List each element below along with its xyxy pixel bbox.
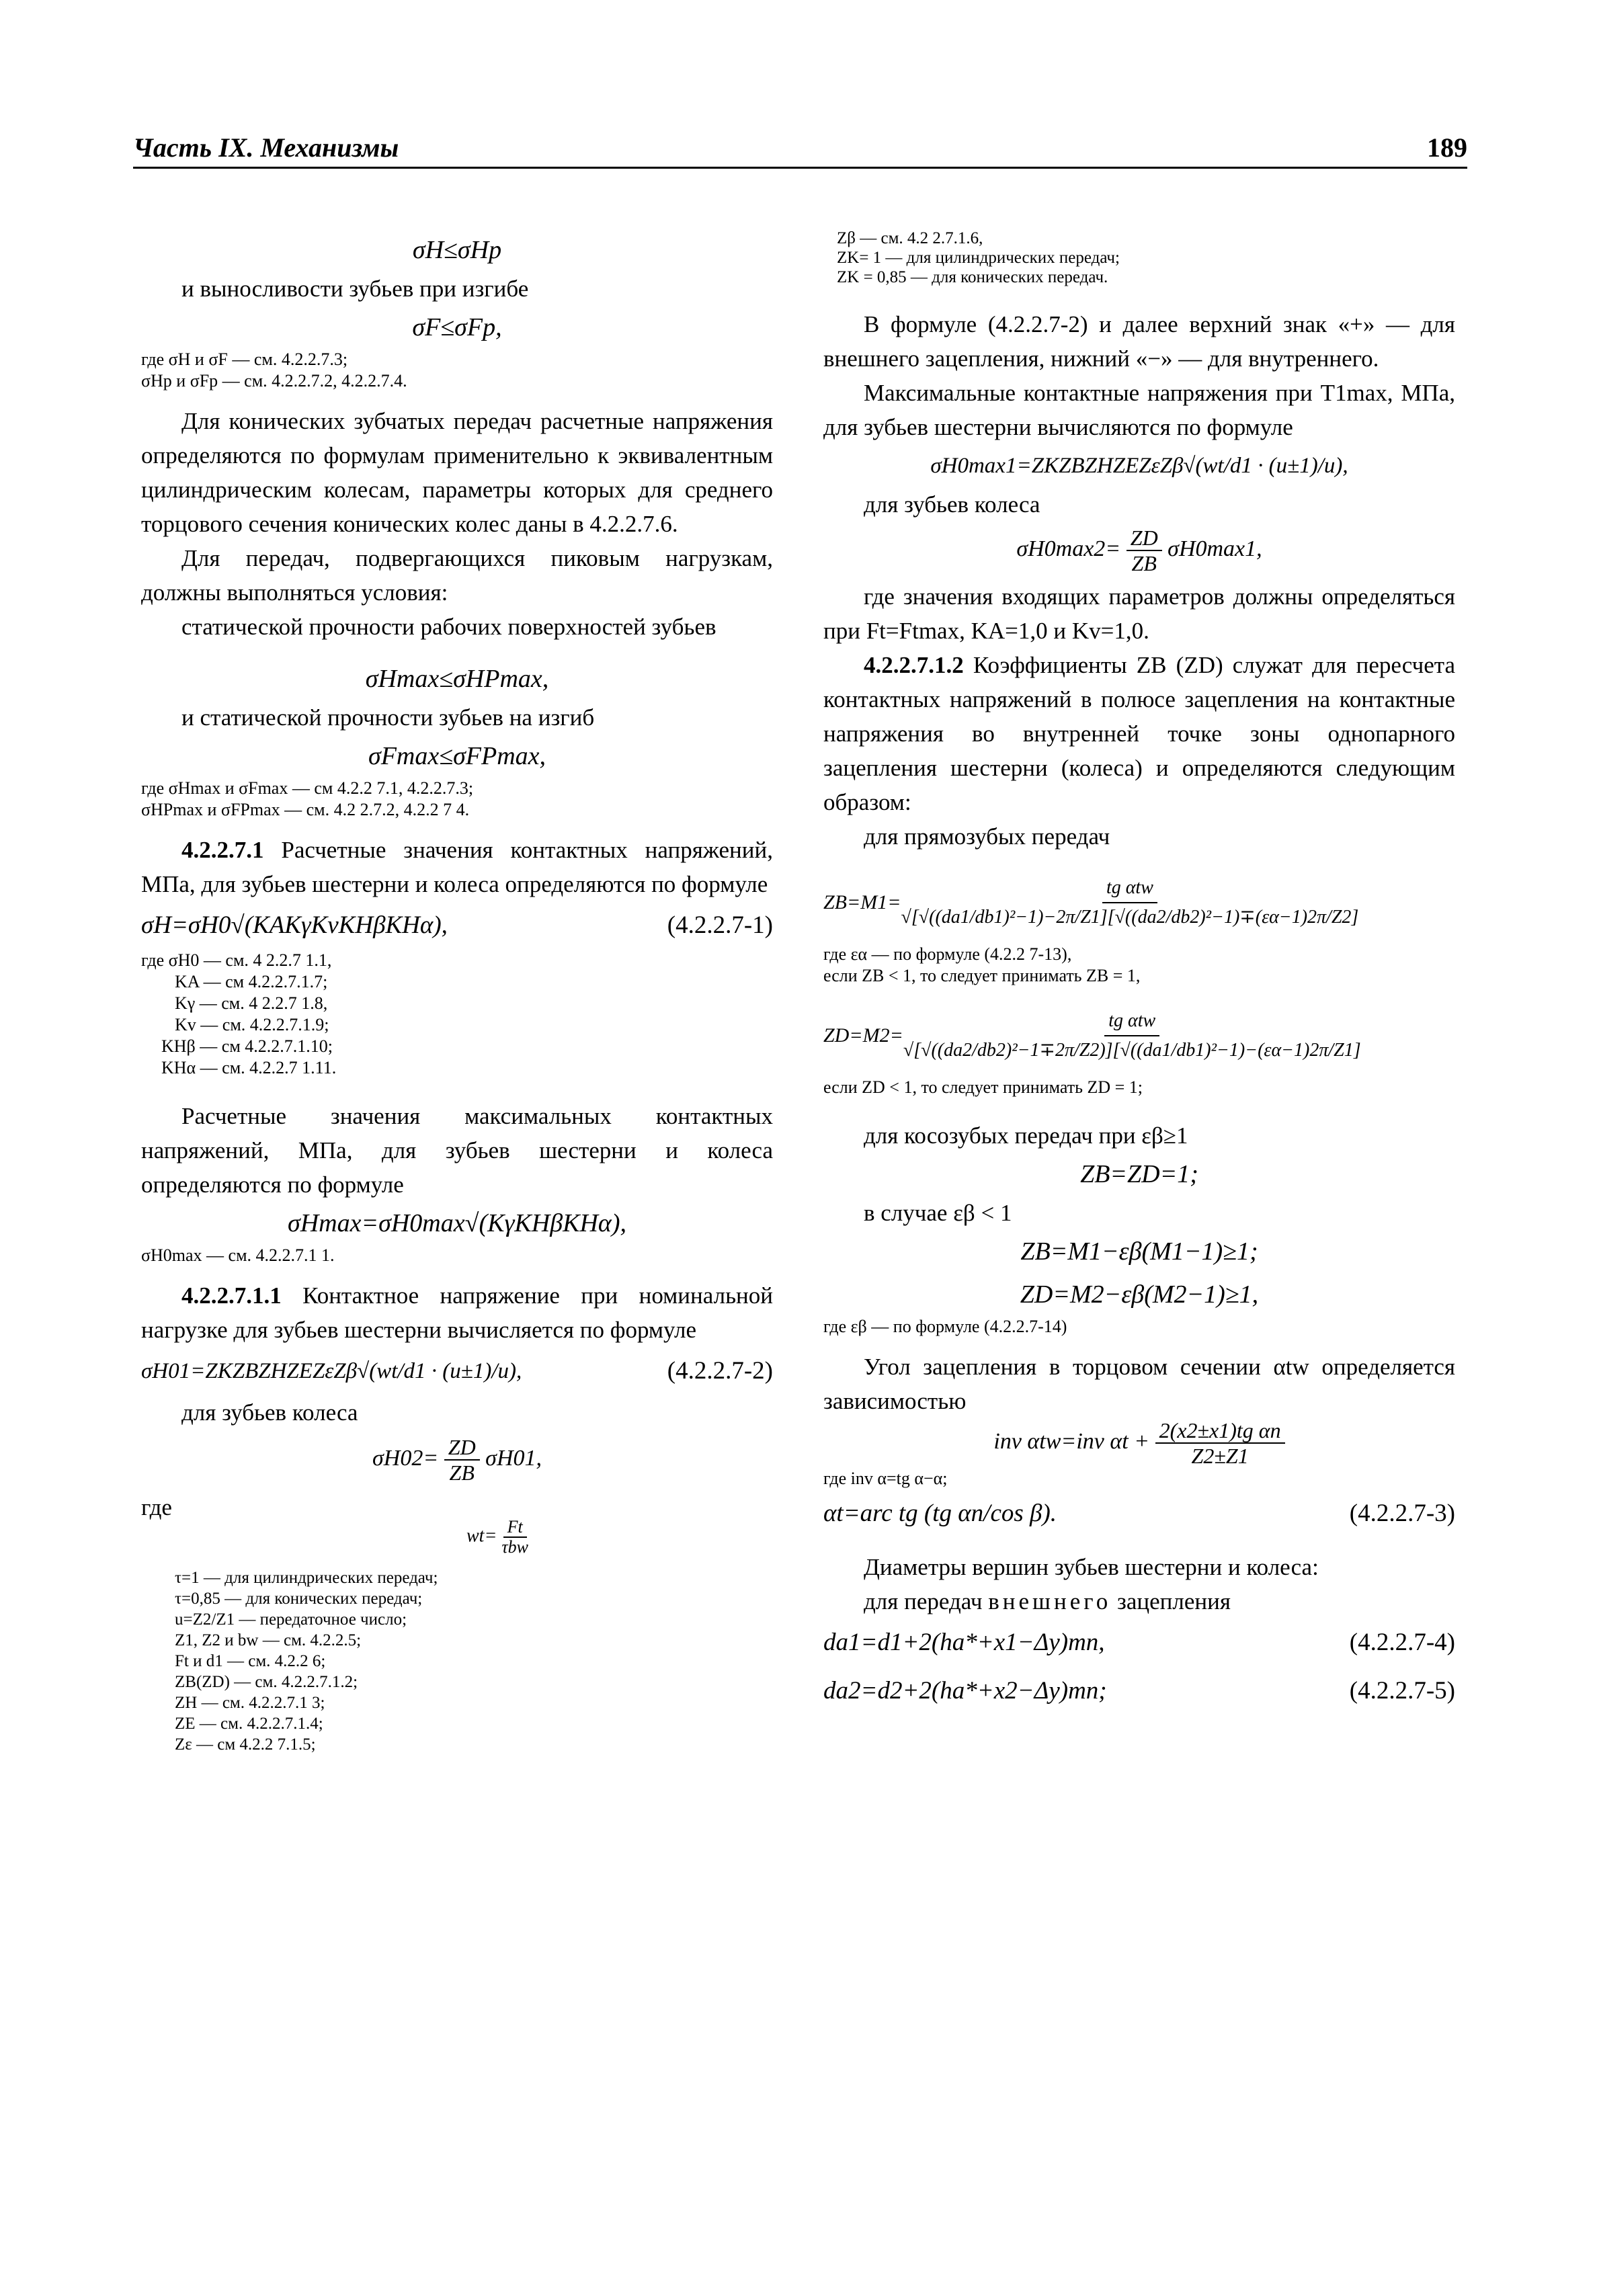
note-1a: где σH и σF — см. 4.2.2.7.3; (141, 350, 348, 369)
formula-wt (222, 1518, 773, 1557)
formula-4-2-2-7-1 (141, 901, 773, 950)
formula-H0max1: σH0max1=ZKZBZHZEZεZβ√(wt/d1 · (u±1)/u), (930, 454, 1348, 478)
note-2a: где σHmax и σFmax — см 4.2.2 7.1, 4.2.2.7.3; (141, 778, 474, 798)
formula-Hmax: σHmax≤σHPmax, (365, 665, 549, 693)
note-line: KA — см 4.2.2.7.1.7; (175, 972, 328, 991)
notes-3 (141, 950, 773, 1079)
note-line: ZH — см. 4.2.2.7.1 3; (175, 1694, 325, 1712)
text-conic: Для конических зубчатых передач расчетные напряжения определяются по формулам применительно к эквивалентным цилиндрическим колесам, параметры которых для среднего торцового сечения конических колес даны в 4.2.2.7.6. (141, 408, 773, 537)
fraction-denominator: √[√((da1/db1)²−1)−2π/Z1][√((da2/db2)²−1)∓(εα−1)2π/Z2] (901, 907, 1359, 928)
fraction-numerator: Ft (503, 1518, 527, 1538)
formula-4-2-2-7-5 (823, 1667, 1455, 1715)
fraction (444, 1435, 480, 1485)
text-params: где значения входящих параметров должны определяться при Ft=Ftmax, KA=1,0 и Kv=1,0. (823, 583, 1455, 644)
note-8: если ZD < 1, то следует принимать ZD = 1; (823, 1077, 1143, 1097)
note-line: KHβ — см 4.2.2.7.1.10; (161, 1036, 333, 1056)
note-line: Zβ — см. 4.2 2.7.1.6, (837, 229, 983, 247)
formula-ZD-case: ZD=M2−εβ(M2−1)≥1, (1020, 1280, 1259, 1309)
fraction-numerator: ZD (1127, 526, 1162, 551)
formula-ZB-eq: ZB=ZD=1; (1080, 1160, 1198, 1188)
formula-rhs: σH0max1, (1168, 536, 1262, 561)
text-bending: и выносливости зубьев при изгибе (181, 276, 529, 302)
formula-number: (4.2.2.7-2) (667, 1357, 773, 1385)
note-1b: σHp и σFp — см. 4.2.2.7.2, 4.2.2.7.4. (141, 371, 407, 391)
text-spur: для прямозубых передач (864, 823, 1110, 850)
section-4-2-2-7-1 (141, 833, 773, 901)
text-max-contact: Расчетные значения максимальных контактных напряжений, МПа, для зубьев шестерни и колеса определяются по формуле (141, 1103, 773, 1198)
formula-Hmax2: σHmax=σH0max√(KγKHβKHα), (287, 1209, 627, 1237)
note-9: где εβ — по формуле (4.2.2.7-14) (823, 1317, 1067, 1336)
formula-H02 (141, 1435, 773, 1485)
header-rule (133, 167, 1467, 169)
running-title: Часть IX. Механизмы (133, 132, 399, 163)
formula-lhs: ZB=M1= (823, 891, 901, 913)
formula-sigmaF: σF≤σFp, (412, 313, 502, 341)
fraction-numerator: tg αtw (1104, 1007, 1159, 1036)
notes-6 (823, 229, 1455, 287)
right-column (823, 229, 1455, 1715)
note-7b: если ZB < 1, то следует принимать ZB = 1, (823, 966, 1141, 985)
formula-body: αt=arc tg (tg αn/cos β). (823, 1500, 1057, 1527)
fraction (903, 1007, 1361, 1065)
fraction (501, 1518, 528, 1557)
fraction-denominator: √[√((da2/db2)²−1∓2π/Z2)][√((da1/db1)²−1)−(εα−1)2π/Z1] (903, 1040, 1361, 1061)
note-line: τ=0,85 — для конических передач; (175, 1590, 423, 1608)
text-wheel2: для зубьев колеса (864, 491, 1040, 518)
note-line: ZK= 1 — для цилиндрических передач; (837, 249, 1120, 267)
note-2b: σHPmax и σFPmax — см. 4.2 2.7.2, 4.2.2 7 4. (141, 800, 470, 819)
note-4: σH0max — см. 4.2.2.7.1 1. (141, 1245, 335, 1265)
text-emphasis: внешнего (988, 1588, 1112, 1614)
text-sign: В формуле (4.2.2.7-2) и далее верхний знак «+» — для внешнего зацепления, нижний «−» — для внутреннего. (823, 311, 1455, 372)
section-4-2-2-7-1-1 (141, 1278, 773, 1347)
fraction (1155, 1418, 1285, 1468)
formula-ZB (823, 874, 1455, 932)
formula-rhs: σH01, (485, 1445, 542, 1471)
section-4-2-2-7-1-2 (823, 648, 1455, 819)
formula-number: (4.2.2.7-1) (667, 911, 773, 939)
formula-number: (4.2.2.7-3) (1349, 1500, 1455, 1527)
text-peak: Для передач, подвергающихся пиковым нагрузкам, должны выполняться условия: (141, 545, 773, 606)
text-angle: Угол зацепления в торцовом сечении αtw определяется зависимостью (823, 1354, 1455, 1414)
note-line: τ=1 — для цилиндрических передач; (175, 1569, 438, 1587)
text-max-T: Максимальные контактные напряжения при T1max, МПа, для зубьев шестерни вычисляются по формуле (823, 380, 1455, 440)
text-case: в случае εβ < 1 (864, 1200, 1012, 1226)
fraction-numerator: 2(x2±x1)tg αn (1155, 1418, 1285, 1444)
formula-body: da2=d2+2(ha*+x2−Δy)mn; (823, 1677, 1107, 1705)
section-text: Коэффициенты ZB (ZD) служат для пересчета контактных напряжений в полюсе зацепления на контактные напряжения во внутренней точке зоны однопарного зацепления шестерни (колеса) и определяются следующим образом: (823, 652, 1455, 815)
page-number: 189 (1427, 132, 1467, 163)
formula-4-2-2-7-3 (823, 1489, 1455, 1538)
text-where: где (141, 1494, 172, 1520)
note-line: Z1, Z2 и bw — см. 4.2.2.5; (175, 1631, 362, 1649)
left-column (141, 229, 773, 1755)
note-line: Ft и d1 — см. 4.2.2 6; (175, 1652, 326, 1670)
text-static: статической прочности рабочих поверхностей зубьев (181, 614, 716, 640)
formula-number: (4.2.2.7-5) (1349, 1677, 1455, 1705)
note-line: Kγ — см. 4 2.2.7 1.8, (175, 993, 328, 1013)
formula-lhs: ZD=M2= (823, 1024, 903, 1047)
formula-Fmax: σFmax≤σFPmax, (368, 742, 546, 770)
formula-body: σH01=ZKZBZHZEZεZβ√(wt/d1 · (u±1)/u), (141, 1359, 522, 1383)
section-text: Контактное напряжение при номинальной нагрузке для зубьев шестерни вычисляется по формуле (141, 1282, 773, 1343)
note-line: KHα — см. 4.2.2.7 1.11. (161, 1058, 337, 1077)
note-line: ZB(ZD) — см. 4.2.2.7.1.2; (175, 1673, 358, 1691)
formula-lhs: σH0max2= (1016, 536, 1121, 561)
formula-4-2-2-7-4 (823, 1618, 1455, 1667)
formula-lhs: σH02= (372, 1445, 439, 1471)
formula-inv (823, 1418, 1455, 1468)
text-helical: для косозубых передач при εβ≥1 (864, 1122, 1188, 1149)
fraction-denominator: ZB (1131, 551, 1157, 575)
formula-body: da1=d1+2(ha*+x1−Δy)mn, (823, 1629, 1105, 1656)
notes-5 (141, 1567, 773, 1755)
note-line: Kv — см. 4.2.2.7.1.9; (175, 1015, 329, 1034)
page-header (133, 132, 1467, 169)
text-wheel: для зубьев колеса (181, 1399, 358, 1426)
formula-lhs: inv αtw=inv αt + (993, 1428, 1150, 1454)
section-number: 4.2.2.7.1.1 (181, 1282, 282, 1309)
note-line: ZK = 0,85 — для конических передач. (837, 268, 1108, 286)
note-line: Zε — см 4.2.2 7.1.5; (175, 1735, 316, 1754)
fraction-denominator: Z2±Z1 (1191, 1444, 1249, 1468)
formula-ZD (823, 1007, 1455, 1065)
text-part: зацепления (1111, 1588, 1231, 1614)
formula-body: σH=σH0√(KAKγKvKHβKHα), (141, 911, 448, 939)
section-text: Расчетные значения контактных напряжений, МПа, для зубьев шестерни и колеса определяются по формуле (141, 837, 773, 897)
note-line: u=Z2/Z1 — передаточное число; (175, 1610, 407, 1629)
text-part: для передач (864, 1588, 989, 1614)
section-number: 4.2.2.7.1.2 (864, 652, 964, 678)
formula-sigmaH: σH≤σHp (412, 236, 502, 264)
fraction-numerator: tg αtw (1102, 874, 1157, 903)
formula-number: (4.2.2.7-4) (1349, 1629, 1455, 1656)
formula-ZB-case: ZB=M1−εβ(M1−1)≥1; (1020, 1237, 1258, 1266)
text-external (823, 1584, 1455, 1618)
note-line: где σH0 — см. 4 2.2.7 1.1, (141, 950, 332, 970)
text-static2: и статической прочности зубьев на изгиб (181, 704, 595, 731)
formula-lhs: wt= (466, 1525, 497, 1547)
note-10: где inv α=tg α−α; (823, 1469, 948, 1488)
fraction-numerator: ZD (444, 1435, 480, 1461)
fraction (901, 874, 1359, 932)
text-diam: Диаметры вершин зубьев шестерни и колеса: (864, 1554, 1319, 1580)
formula-4-2-2-7-2 (141, 1347, 773, 1395)
note-7a: где εα — по формуле (4.2.2 7-13), (823, 944, 1072, 964)
fraction-denominator: τbw (501, 1537, 528, 1557)
section-number: 4.2.2.7.1 (181, 837, 264, 863)
fraction (1127, 526, 1162, 575)
formula-H0max2 (823, 526, 1455, 575)
fraction-denominator: ZB (449, 1461, 475, 1485)
note-line: ZE — см. 4.2.2.7.1.4; (175, 1715, 323, 1733)
